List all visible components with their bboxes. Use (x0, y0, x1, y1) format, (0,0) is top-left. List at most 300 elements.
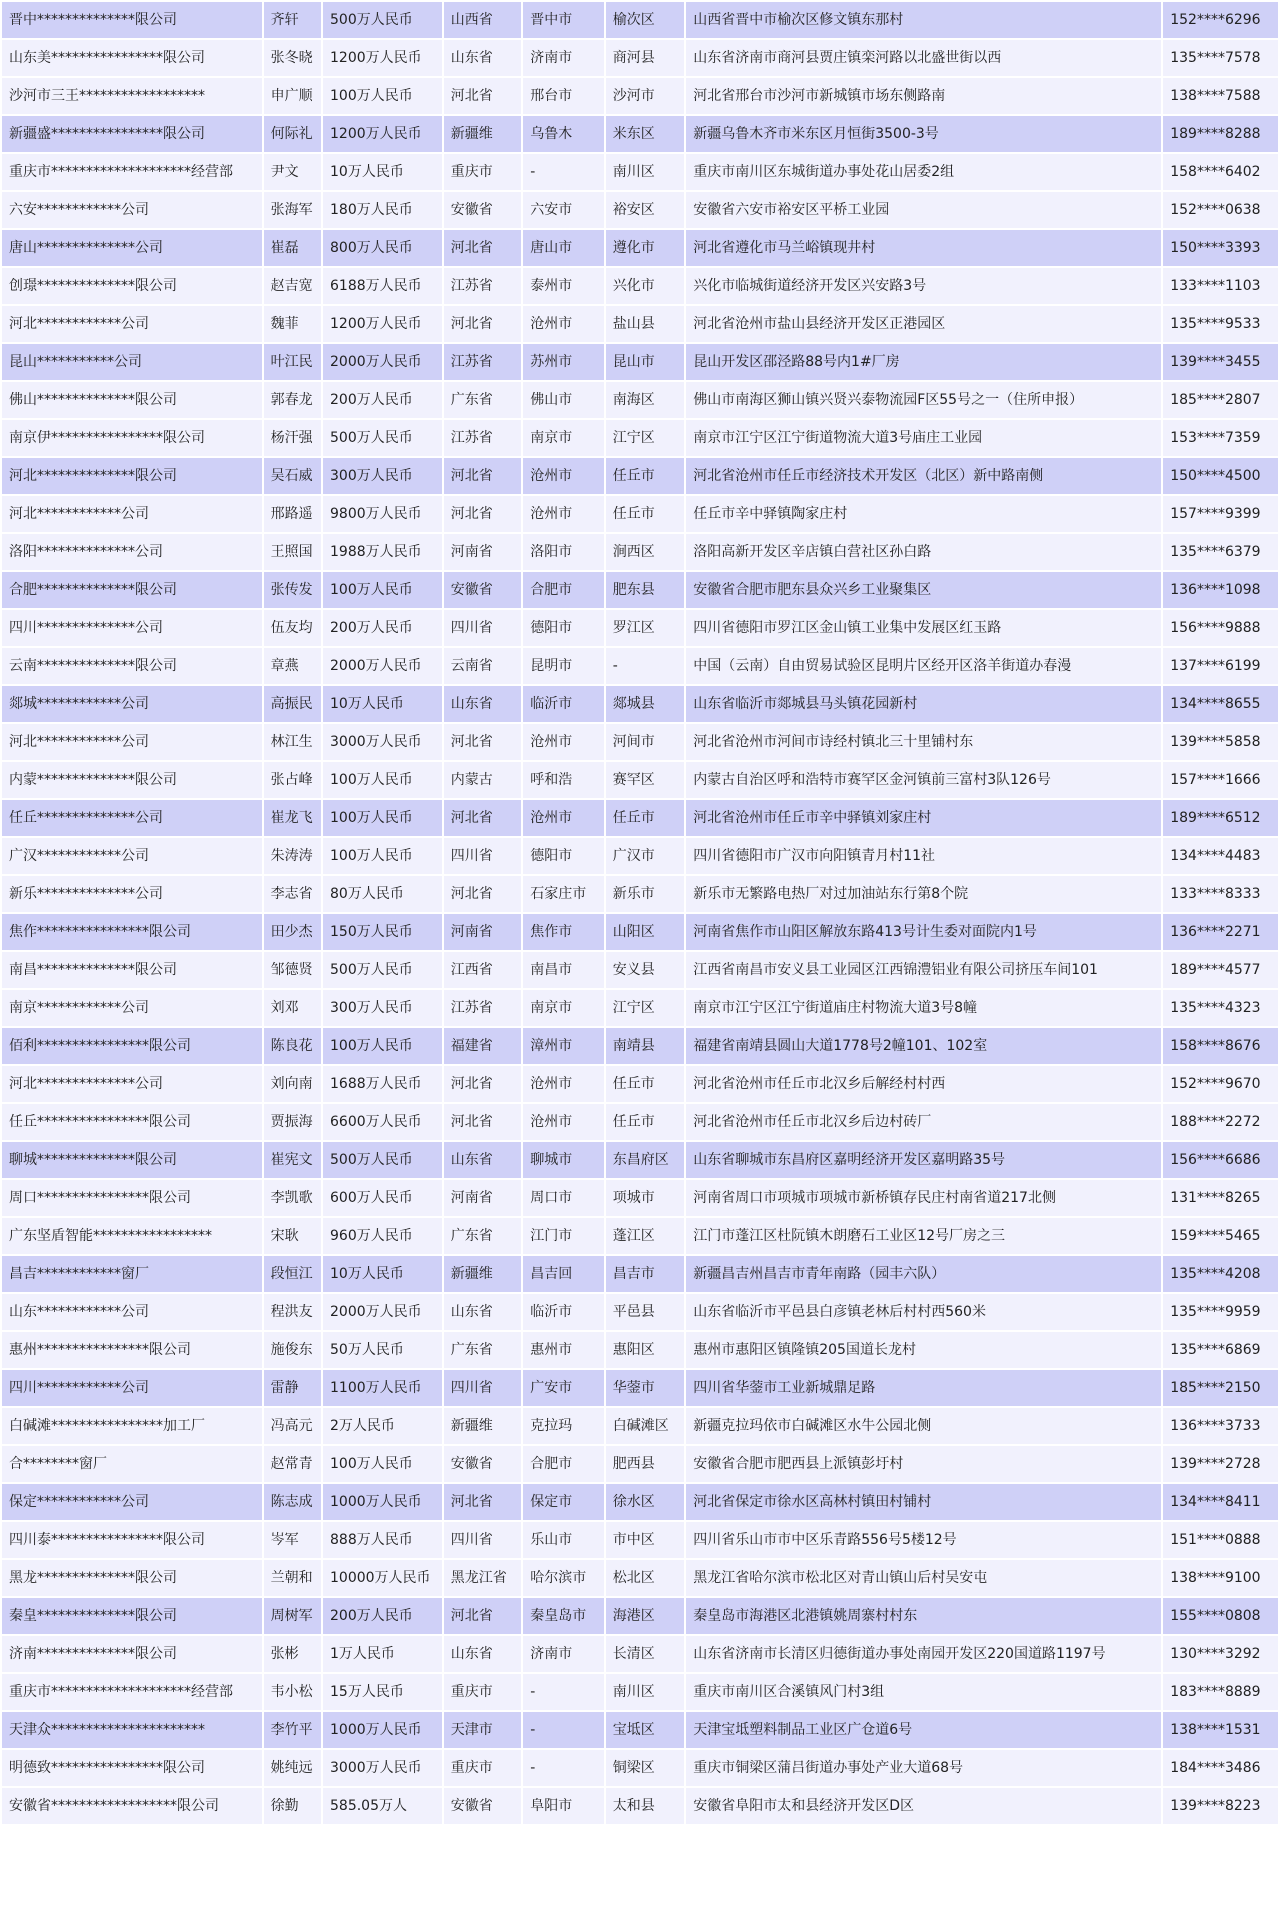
phone-cell: 139****5858 (1163, 724, 1278, 760)
address-cell: 安徽省合肥市肥西县上派镇彭圩村 (686, 1446, 1161, 1482)
table-row (2, 800, 1278, 836)
city-cell: 保定市 (523, 1484, 604, 1520)
district-cell: 赛罕区 (606, 762, 684, 798)
legal-rep-cell: 冯高元 (264, 1408, 321, 1444)
address-cell: 南京市江宁区江宁街道物流大道3号庙庄工业园 (686, 420, 1161, 456)
phone-cell: 136****1098 (1163, 572, 1278, 608)
legal-rep-cell: 周树军 (264, 1598, 321, 1634)
legal-rep-cell: 姚纯远 (264, 1750, 321, 1786)
province-cell: 内蒙古 (444, 762, 521, 798)
company-name-cell: 惠州****************限公司 (2, 1332, 262, 1368)
address-cell: 新乐市无繁路电热厂对过加油站东行第8个院 (686, 876, 1161, 912)
legal-rep-cell: 张彬 (264, 1636, 321, 1672)
legal-rep-cell: 齐轩 (264, 2, 321, 38)
registered-capital-cell: 3000万人民币 (323, 724, 442, 760)
address-cell: 惠州市惠阳区镇隆镇205国道长龙村 (686, 1332, 1161, 1368)
company-name-cell: 四川**************公司 (2, 610, 262, 646)
table-row (2, 952, 1278, 988)
table-row (2, 1028, 1278, 1064)
company-name-cell: 保定************公司 (2, 1484, 262, 1520)
company-name-cell: 山东************公司 (2, 1294, 262, 1330)
province-cell: 新疆维 (444, 1408, 521, 1444)
legal-rep-cell: 宋耿 (264, 1218, 321, 1254)
district-cell: 肥西县 (606, 1446, 684, 1482)
province-cell: 安徽省 (444, 1446, 521, 1482)
address-cell: 山西省晋中市榆次区修文镇东那村 (686, 2, 1161, 38)
district-cell: 盐山县 (606, 306, 684, 342)
province-cell: 河北省 (444, 876, 521, 912)
legal-rep-cell: 魏菲 (264, 306, 321, 342)
company-name-cell: 新疆盛****************限公司 (2, 116, 262, 152)
city-cell: 沧州市 (523, 724, 604, 760)
city-cell: 石家庄市 (523, 876, 604, 912)
table-row (2, 78, 1278, 114)
phone-cell: 189****8288 (1163, 116, 1278, 152)
registered-capital-cell: 1988万人民币 (323, 534, 442, 570)
table-row (2, 1522, 1278, 1558)
registered-capital-cell: 150万人民币 (323, 914, 442, 950)
province-cell: 山东省 (444, 686, 521, 722)
province-cell: 福建省 (444, 1028, 521, 1064)
city-cell: 德阳市 (523, 610, 604, 646)
city-cell: - (523, 1674, 604, 1710)
city-cell: 秦皇岛市 (523, 1598, 604, 1634)
province-cell: 广东省 (444, 382, 521, 418)
phone-cell: 138****9100 (1163, 1560, 1278, 1596)
company-name-cell: 山东美****************限公司 (2, 40, 262, 76)
registered-capital-cell: 300万人民币 (323, 990, 442, 1026)
company-name-cell: 明德致****************限公司 (2, 1750, 262, 1786)
phone-cell: 189****4577 (1163, 952, 1278, 988)
legal-rep-cell: 高振民 (264, 686, 321, 722)
city-cell: - (523, 1750, 604, 1786)
table-row (2, 1750, 1278, 1786)
table-row (2, 306, 1278, 342)
address-cell: 河北省沧州市任丘市经济技术开发区（北区）新中路南侧 (686, 458, 1161, 494)
phone-cell: 136****3733 (1163, 1408, 1278, 1444)
phone-cell: 134****8411 (1163, 1484, 1278, 1520)
address-cell: 山东省临沂市郯城县马头镇花园新村 (686, 686, 1161, 722)
table-row (2, 914, 1278, 950)
registered-capital-cell: 1200万人民币 (323, 40, 442, 76)
table-row (2, 1484, 1278, 1520)
phone-cell: 159****5465 (1163, 1218, 1278, 1254)
legal-rep-cell: 邹德贤 (264, 952, 321, 988)
district-cell: 兴化市 (606, 268, 684, 304)
legal-rep-cell: 徐勤 (264, 1788, 321, 1824)
table-row (2, 876, 1278, 912)
registered-capital-cell: 2000万人民币 (323, 344, 442, 380)
phone-cell: 156****6686 (1163, 1142, 1278, 1178)
province-cell: 重庆市 (444, 1750, 521, 1786)
registered-capital-cell: 1688万人民币 (323, 1066, 442, 1102)
phone-cell: 151****0888 (1163, 1522, 1278, 1558)
table-row (2, 230, 1278, 266)
phone-cell: 138****7588 (1163, 78, 1278, 114)
registered-capital-cell: 1200万人民币 (323, 306, 442, 342)
legal-rep-cell: 申广顺 (264, 78, 321, 114)
table-row (2, 572, 1278, 608)
phone-cell: 135****4323 (1163, 990, 1278, 1026)
phone-cell: 189****6512 (1163, 800, 1278, 836)
legal-rep-cell: 朱涛涛 (264, 838, 321, 874)
phone-cell: 157****9399 (1163, 496, 1278, 532)
table-row (2, 762, 1278, 798)
registered-capital-cell: 585.05万人 (323, 1788, 442, 1824)
table-row (2, 610, 1278, 646)
city-cell: 沧州市 (523, 458, 604, 494)
province-cell: 河北省 (444, 1598, 521, 1634)
city-cell: 沧州市 (523, 306, 604, 342)
table-row (2, 534, 1278, 570)
company-name-cell: 六安************公司 (2, 192, 262, 228)
phone-cell: 152****6296 (1163, 2, 1278, 38)
company-name-cell: 唐山**************公司 (2, 230, 262, 266)
table-row (2, 154, 1278, 190)
table-row (2, 1370, 1278, 1406)
address-cell: 佛山市南海区狮山镇兴贤兴泰物流园F区55号之一（住所申报） (686, 382, 1161, 418)
company-name-cell: 晋中**************限公司 (2, 2, 262, 38)
table-row (2, 1636, 1278, 1672)
district-cell: 徐水区 (606, 1484, 684, 1520)
district-cell: 任丘市 (606, 458, 684, 494)
company-name-cell: 广东坚盾智能***************** (2, 1218, 262, 1254)
city-cell: - (523, 154, 604, 190)
district-cell: 平邑县 (606, 1294, 684, 1330)
district-cell: 白碱滩区 (606, 1408, 684, 1444)
province-cell: 安徽省 (444, 192, 521, 228)
city-cell: 昌吉回 (523, 1256, 604, 1292)
legal-rep-cell: 刘向南 (264, 1066, 321, 1102)
phone-cell: 135****9959 (1163, 1294, 1278, 1330)
table-row (2, 1256, 1278, 1292)
table-row (2, 838, 1278, 874)
province-cell: 四川省 (444, 838, 521, 874)
district-cell: 江宁区 (606, 990, 684, 1026)
table-row (2, 1560, 1278, 1596)
legal-rep-cell: 刘邓 (264, 990, 321, 1026)
district-cell: 任丘市 (606, 1104, 684, 1140)
phone-cell: 135****6379 (1163, 534, 1278, 570)
table-row (2, 420, 1278, 456)
district-cell: 华蓥市 (606, 1370, 684, 1406)
address-cell: 山东省济南市商河县贾庄镇栾河路以北盛世街以西 (686, 40, 1161, 76)
table-row (2, 990, 1278, 1026)
company-name-cell: 内蒙**************限公司 (2, 762, 262, 798)
company-name-cell: 河北**************限公司 (2, 458, 262, 494)
city-cell: 合肥市 (523, 1446, 604, 1482)
company-name-cell: 济南**************限公司 (2, 1636, 262, 1672)
registered-capital-cell: 1000万人民币 (323, 1712, 442, 1748)
province-cell: 安徽省 (444, 572, 521, 608)
legal-rep-cell: 张传发 (264, 572, 321, 608)
legal-rep-cell: 施俊东 (264, 1332, 321, 1368)
district-cell: 蓬江区 (606, 1218, 684, 1254)
legal-rep-cell: 王照国 (264, 534, 321, 570)
district-cell: 裕安区 (606, 192, 684, 228)
province-cell: 河北省 (444, 496, 521, 532)
district-cell: 郯城县 (606, 686, 684, 722)
phone-cell: 185****2807 (1163, 382, 1278, 418)
city-cell: 周口市 (523, 1180, 604, 1216)
phone-cell: 150****3393 (1163, 230, 1278, 266)
legal-rep-cell: 邢路遥 (264, 496, 321, 532)
legal-rep-cell: 岑军 (264, 1522, 321, 1558)
legal-rep-cell: 韦小松 (264, 1674, 321, 1710)
registered-capital-cell: 80万人民币 (323, 876, 442, 912)
address-cell: 黑龙江省哈尔滨市松北区对青山镇山后村吴安屯 (686, 1560, 1161, 1596)
company-name-cell: 河北************公司 (2, 724, 262, 760)
phone-cell: 135****9533 (1163, 306, 1278, 342)
address-cell: 重庆市南川区合溪镇风门村3组 (686, 1674, 1161, 1710)
address-cell: 重庆市南川区东城街道办事处花山居委2组 (686, 154, 1161, 190)
legal-rep-cell: 张占峰 (264, 762, 321, 798)
province-cell: 云南省 (444, 648, 521, 684)
table-row (2, 1104, 1278, 1140)
legal-rep-cell: 兰朝和 (264, 1560, 321, 1596)
company-name-cell: 周口****************限公司 (2, 1180, 262, 1216)
registered-capital-cell: 888万人民币 (323, 1522, 442, 1558)
address-cell: 四川省德阳市广汉市向阳镇青月村11社 (686, 838, 1161, 874)
district-cell: 宝坻区 (606, 1712, 684, 1748)
phone-cell: 183****8889 (1163, 1674, 1278, 1710)
registered-capital-cell: 500万人民币 (323, 952, 442, 988)
phone-cell: 152****0638 (1163, 192, 1278, 228)
company-name-cell: 河北************公司 (2, 306, 262, 342)
registered-capital-cell: 1000万人民币 (323, 1484, 442, 1520)
address-cell: 洛阳高新开发区辛店镇白营社区孙白路 (686, 534, 1161, 570)
district-cell: 任丘市 (606, 1066, 684, 1102)
district-cell: 昌吉市 (606, 1256, 684, 1292)
table-row (2, 268, 1278, 304)
phone-cell: 185****2150 (1163, 1370, 1278, 1406)
company-name-cell: 南京************公司 (2, 990, 262, 1026)
legal-rep-cell: 李志省 (264, 876, 321, 912)
phone-cell: 131****8265 (1163, 1180, 1278, 1216)
address-cell: 河南省焦作市山阳区解放东路413号计生委对面院内1号 (686, 914, 1161, 950)
legal-rep-cell: 贾振海 (264, 1104, 321, 1140)
table-row (2, 1180, 1278, 1216)
province-cell: 河南省 (444, 534, 521, 570)
company-name-cell: 黑龙**************限公司 (2, 1560, 262, 1596)
registered-capital-cell: 800万人民币 (323, 230, 442, 266)
company-name-cell: 河北************公司 (2, 496, 262, 532)
table-row (2, 382, 1278, 418)
phone-cell: 138****1531 (1163, 1712, 1278, 1748)
company-name-cell: 佛山**************限公司 (2, 382, 262, 418)
city-cell: 唐山市 (523, 230, 604, 266)
table-row (2, 1294, 1278, 1330)
table-row (2, 1712, 1278, 1748)
city-cell: 临沂市 (523, 686, 604, 722)
registered-capital-cell: 100万人民币 (323, 78, 442, 114)
province-cell: 四川省 (444, 1370, 521, 1406)
company-name-cell: 安徽省******************限公司 (2, 1788, 262, 1824)
phone-cell: 135****4208 (1163, 1256, 1278, 1292)
legal-rep-cell: 崔宪文 (264, 1142, 321, 1178)
legal-rep-cell: 郭春龙 (264, 382, 321, 418)
district-cell: 涧西区 (606, 534, 684, 570)
address-cell: 河北省沧州市任丘市北汉乡后边村砖厂 (686, 1104, 1161, 1140)
province-cell: 河南省 (444, 1180, 521, 1216)
province-cell: 广东省 (444, 1218, 521, 1254)
address-cell: 四川省乐山市市中区乐青路556号5楼12号 (686, 1522, 1161, 1558)
phone-cell: 188****2272 (1163, 1104, 1278, 1140)
province-cell: 河北省 (444, 1484, 521, 1520)
table-row (2, 458, 1278, 494)
phone-cell: 137****6199 (1163, 648, 1278, 684)
registered-capital-cell: 180万人民币 (323, 192, 442, 228)
address-cell: 河北省沧州市任丘市辛中驿镇刘家庄村 (686, 800, 1161, 836)
city-cell: 南京市 (523, 420, 604, 456)
city-cell: 乐山市 (523, 1522, 604, 1558)
district-cell: 遵化市 (606, 230, 684, 266)
province-cell: 河北省 (444, 78, 521, 114)
province-cell: 江西省 (444, 952, 521, 988)
city-cell: 沧州市 (523, 800, 604, 836)
city-cell: 佛山市 (523, 382, 604, 418)
district-cell: 沙河市 (606, 78, 684, 114)
city-cell: 焦作市 (523, 914, 604, 950)
province-cell: 山西省 (444, 2, 521, 38)
table-row (2, 2, 1278, 38)
legal-rep-cell: 赵吉宽 (264, 268, 321, 304)
phone-cell: 155****0808 (1163, 1598, 1278, 1634)
district-cell: 罗江区 (606, 610, 684, 646)
address-cell: 重庆市铜梁区蒲吕街道办事处产业大道68号 (686, 1750, 1161, 1786)
registered-capital-cell: 10万人民币 (323, 1256, 442, 1292)
company-name-cell: 南京伊****************限公司 (2, 420, 262, 456)
city-cell: 济南市 (523, 40, 604, 76)
phone-cell: 133****8333 (1163, 876, 1278, 912)
province-cell: 河北省 (444, 1104, 521, 1140)
district-cell: 任丘市 (606, 800, 684, 836)
district-cell: 海港区 (606, 1598, 684, 1634)
district-cell: 市中区 (606, 1522, 684, 1558)
province-cell: 四川省 (444, 610, 521, 646)
company-name-cell: 任丘****************限公司 (2, 1104, 262, 1140)
company-name-cell: 白碱滩****************加工厂 (2, 1408, 262, 1444)
address-cell: 河北省沧州市任丘市北汉乡后解经村村西 (686, 1066, 1161, 1102)
city-cell: 临沂市 (523, 1294, 604, 1330)
phone-cell: 150****4500 (1163, 458, 1278, 494)
district-cell: 南川区 (606, 1674, 684, 1710)
registered-capital-cell: 6600万人民币 (323, 1104, 442, 1140)
province-cell: 河北省 (444, 458, 521, 494)
legal-rep-cell: 张冬晓 (264, 40, 321, 76)
district-cell: 江宁区 (606, 420, 684, 456)
registered-capital-cell: 2000万人民币 (323, 1294, 442, 1330)
province-cell: 河北省 (444, 800, 521, 836)
company-name-cell: 沙河市三王****************** (2, 78, 262, 114)
company-name-cell: 任丘**************公司 (2, 800, 262, 836)
city-cell: 合肥市 (523, 572, 604, 608)
address-cell: 山东省聊城市东昌府区嘉明经济开发区嘉明路35号 (686, 1142, 1161, 1178)
company-name-cell: 合肥**************限公司 (2, 572, 262, 608)
address-cell: 河南省周口市项城市项城市新桥镇存民庄村南省道217北侧 (686, 1180, 1161, 1216)
registered-capital-cell: 10万人民币 (323, 154, 442, 190)
address-cell: 河北省遵化市马兰峪镇现井村 (686, 230, 1161, 266)
address-cell: 江门市蓬江区杜阮镇木朗磨石工业区12号厂房之三 (686, 1218, 1161, 1254)
address-cell: 山东省济南市长清区归德街道办事处南园开发区220国道路1197号 (686, 1636, 1161, 1672)
company-name-cell: 郯城************公司 (2, 686, 262, 722)
legal-rep-cell: 赵常青 (264, 1446, 321, 1482)
company-name-cell: 天津众********************** (2, 1712, 262, 1748)
registered-capital-cell: 15万人民币 (323, 1674, 442, 1710)
registered-capital-cell: 960万人民币 (323, 1218, 442, 1254)
province-cell: 安徽省 (444, 1788, 521, 1824)
city-cell: 南昌市 (523, 952, 604, 988)
district-cell: 昆山市 (606, 344, 684, 380)
province-cell: 河北省 (444, 1066, 521, 1102)
phone-cell: 136****2271 (1163, 914, 1278, 950)
legal-rep-cell: 李凯歌 (264, 1180, 321, 1216)
district-cell: 新乐市 (606, 876, 684, 912)
legal-rep-cell: 林江生 (264, 724, 321, 760)
province-cell: 河南省 (444, 914, 521, 950)
registered-capital-cell: 6188万人民币 (323, 268, 442, 304)
phone-cell: 156****9888 (1163, 610, 1278, 646)
province-cell: 广东省 (444, 1332, 521, 1368)
district-cell: 惠阳区 (606, 1332, 684, 1368)
table-row (2, 1332, 1278, 1368)
registered-capital-cell: 100万人民币 (323, 1028, 442, 1064)
city-cell: 沧州市 (523, 1104, 604, 1140)
city-cell: 济南市 (523, 1636, 604, 1672)
legal-rep-cell: 田少杰 (264, 914, 321, 950)
province-cell: 江苏省 (444, 990, 521, 1026)
legal-rep-cell: 杨汗强 (264, 420, 321, 456)
city-cell: 泰州市 (523, 268, 604, 304)
district-cell: 南川区 (606, 154, 684, 190)
registered-capital-cell: 500万人民币 (323, 2, 442, 38)
company-name-cell: 昌吉************窗厂 (2, 1256, 262, 1292)
address-cell: 内蒙古自治区呼和浩特市赛罕区金河镇前三富村3队126号 (686, 762, 1161, 798)
registered-capital-cell: 100万人民币 (323, 1446, 442, 1482)
province-cell: 河北省 (444, 230, 521, 266)
phone-cell: 135****7578 (1163, 40, 1278, 76)
company-name-cell: 重庆市********************经营部 (2, 154, 262, 190)
registered-capital-cell: 500万人民币 (323, 420, 442, 456)
province-cell: 新疆维 (444, 116, 521, 152)
address-cell: 安徽省合肥市肥东县众兴乡工业聚集区 (686, 572, 1161, 608)
province-cell: 山东省 (444, 1294, 521, 1330)
city-cell: 六安市 (523, 192, 604, 228)
company-name-cell: 四川泰****************限公司 (2, 1522, 262, 1558)
registered-capital-cell: 3000万人民币 (323, 1750, 442, 1786)
phone-cell: 152****9670 (1163, 1066, 1278, 1102)
company-name-cell: 河北**************公司 (2, 1066, 262, 1102)
company-name-cell: 佰利****************限公司 (2, 1028, 262, 1064)
district-cell: 榆次区 (606, 2, 684, 38)
phone-cell: 139****8223 (1163, 1788, 1278, 1824)
province-cell: 江苏省 (444, 268, 521, 304)
company-name-cell: 聊城**************限公司 (2, 1142, 262, 1178)
table-row (2, 648, 1278, 684)
district-cell: - (606, 648, 684, 684)
city-cell: 沧州市 (523, 1066, 604, 1102)
registered-capital-cell: 100万人民币 (323, 800, 442, 836)
city-cell: 苏州市 (523, 344, 604, 380)
address-cell: 南京市江宁区江宁街道庙庄村物流大道3号8幢 (686, 990, 1161, 1026)
company-name-cell: 洛阳**************公司 (2, 534, 262, 570)
phone-cell: 130****3292 (1163, 1636, 1278, 1672)
province-cell: 黑龙江省 (444, 1560, 521, 1596)
table-row (2, 724, 1278, 760)
district-cell: 铜梁区 (606, 1750, 684, 1786)
phone-cell: 134****4483 (1163, 838, 1278, 874)
address-cell: 四川省华蓥市工业新城鼎足路 (686, 1370, 1161, 1406)
